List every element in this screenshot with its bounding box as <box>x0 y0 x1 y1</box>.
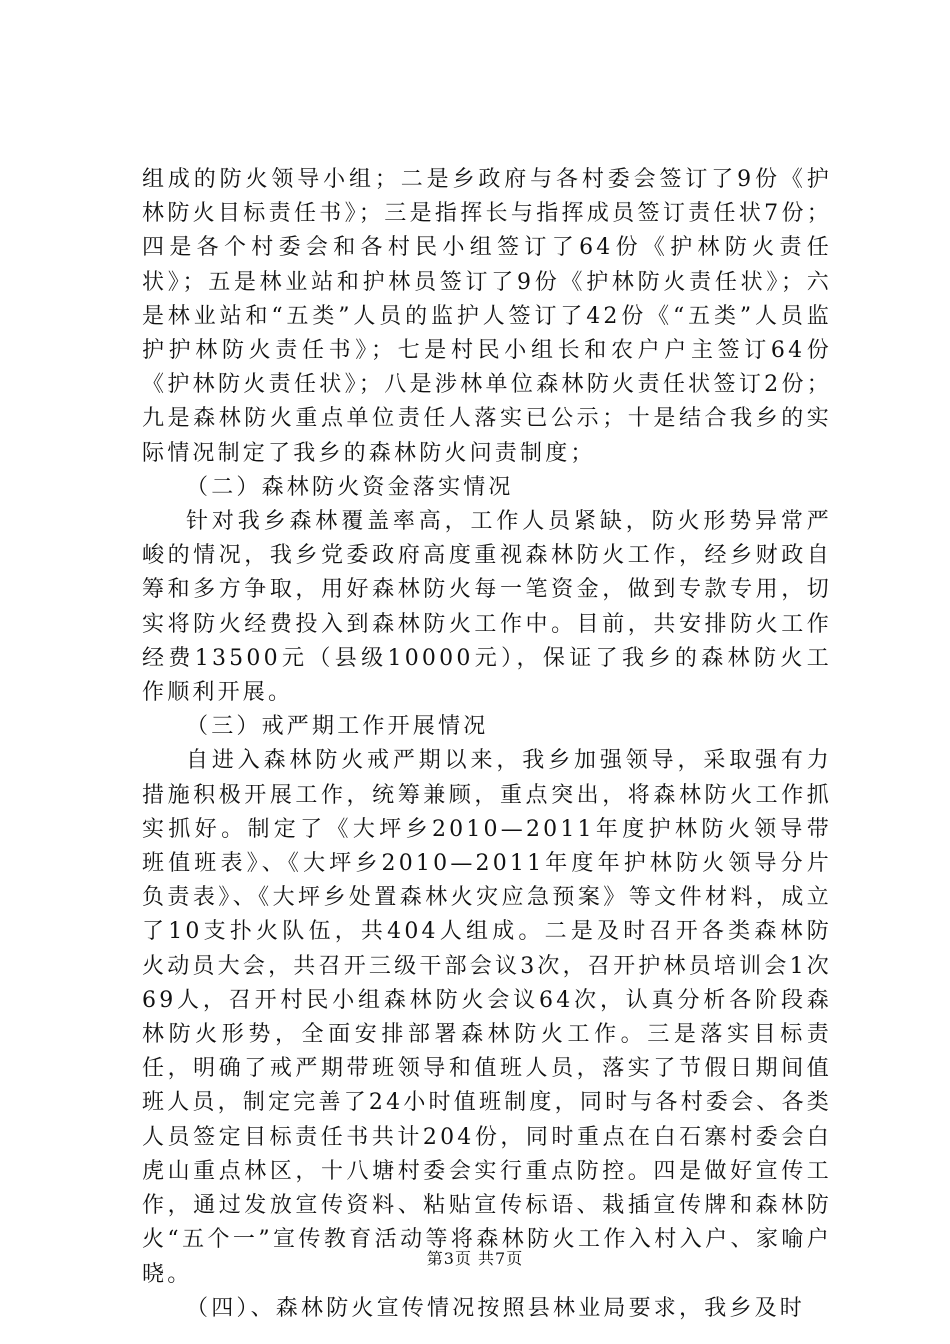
section-heading-publicity: （四）、森林防火宣传情况按照县林业局要求，我乡及时 <box>186 1295 806 1321</box>
page-footer: 第3页 共7页 <box>426 1249 524 1268</box>
paragraph-responsibility-list: 组成的防火领导小组；二是乡政府与各村委会签订了9份《护林防火目标责任书》；三是指挥长与指挥成员签订责任状7份；四是各个村委会和各村民小组签订了64份《护林防火责任状》；五是林业站和护林员签订了9份《护林防火责任状》；六是林业站和“五类”人员的监护人签订了42份《“五类”人员监护护林防火责任书》；七是村民小组长和农户户主签订64份《护林防火责任状》；八是涉林单位森林防火责任状签订2份；九是森林防火重点单位责任人落实已公示；十是结合我乡的实际情况制定了我乡的森林防火问责制度； <box>142 167 832 466</box>
paragraph-restriction-period: 自进入森林防火戒严期以来，我乡加强领导，采取强有力措施积极开展工作，统筹兼顾，重点突出，将森林防火工作抓实抓好。制定了《大坪乡2010—2011年度护林防火领导带班值班表》、《大坪乡2010—2011年度年护林防火领导分片负责表》、《大坪乡处置森林火灾应急预案》等文件材料，成立了10支扑火队伍，共404人组成。二是及时召开各类森林防火动员大会，共召开三级干部会议3次，召开护林员培训会1次69人，召开村民小组森林防火会议64次，认真分析各阶段森林防火形势，全面安排部署森林防火工作。三是落实目标责任，明确了戒严期带班领导和值班人员，落实了节假日期间值班人员，制定完善了24小时值班制度，同时与各村委会、各类人员签定目标责任书共计204份，同时重点在白石寨村委会白虎山重点林区，十八塘村委会实行重点防控。四是做好宣传工作，通过发放宣传资料、粘贴宣传标语、栽插宣传牌和森林防火“五个一”宣传教育活动等将森林防火工作入村入户、家喻户晓。 <box>142 748 832 1287</box>
section-heading-restriction-period: （三）戒严期工作开展情况 <box>186 714 489 740</box>
paragraph-funding: 针对我乡森林覆盖率高，工作人员紧缺，防火形势异常严峻的情况，我乡党委政府高度重视森林防火工作，经乡财政自筹和多方争取，用好森林防火每一笔资金，做到专款专用，切实将防火经费投入到森林防火工作中。目前，共安排防火工作经费13500元（县级10000元），保证了我乡的森林防火工作顺利开展。 <box>142 509 832 706</box>
document-body <box>142 163 832 1326</box>
section-heading-funding: （二）森林防火资金落实情况 <box>186 474 514 500</box>
